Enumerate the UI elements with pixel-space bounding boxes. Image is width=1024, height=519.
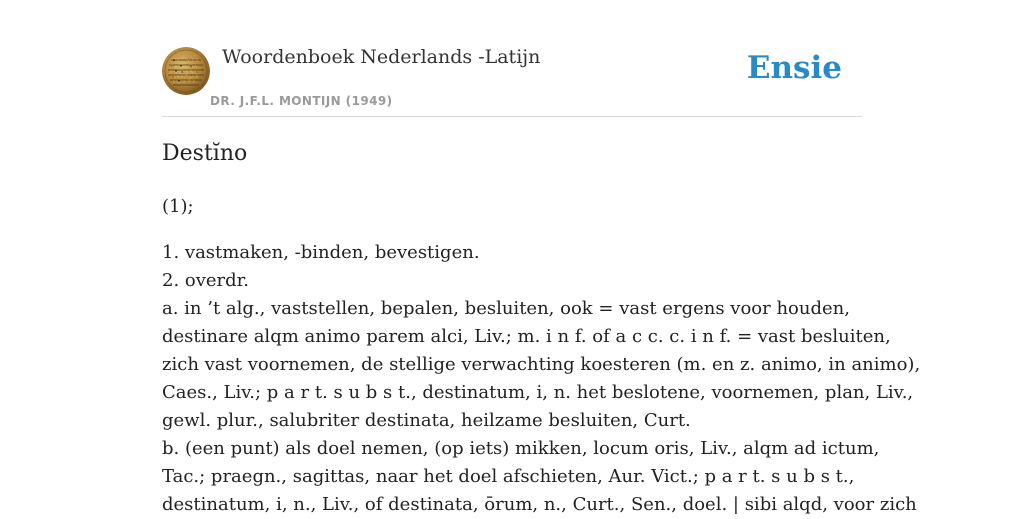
definition-line: gewl. plur., salubriter destinata, heilzame besluiten, Curt. xyxy=(162,410,691,431)
definition-line: a. in ’t alg., vaststellen, bepalen, besluiten, ook = vast ergens voor houden, xyxy=(162,298,850,319)
latin-inscription-seal-icon[interactable] xyxy=(162,47,210,95)
dictionary-author: DR. J.F.L. MONTIJN (1949) xyxy=(210,94,393,108)
definition-line: Caes., Liv.; p a r t. s u b s t., destinatum, i, n. het beslotene, voornemen, plan, Liv., xyxy=(162,382,914,403)
entry-definition xyxy=(162,239,921,519)
definition-line: destinatum, i, n., Liv., of destinata, ōrum, n., Curt., Sen., doel. | sibi alqd, voor zich xyxy=(162,494,917,515)
definition-line: destinare alqm animo parem alci, Liv.; m. i n f. of a c c. c. i n f. = vast besluiten, xyxy=(162,326,891,347)
ensie-logo-link[interactable]: Ensie xyxy=(746,50,842,86)
definition-line: Tac.; praegn., sagittas, naar het doel afschieten, Aur. Vict.; p a r t. s u b s t., xyxy=(162,466,855,487)
definition-line: 2. overdr. xyxy=(162,270,250,291)
definition-line: 1. vastmaken, -binden, bevestigen. xyxy=(162,242,480,263)
entry-headword: Destĭno xyxy=(162,141,248,166)
definition-line: zich vast voornemen, de stellige verwachting koesteren (m. en z. animo, in animo), xyxy=(162,354,921,375)
page-header xyxy=(162,0,862,117)
entry-intro: (1); xyxy=(162,196,194,217)
definition-line: b. (een punt) als doel nemen, (op iets) mikken, locum oris, Liv., alqm ad ictum, xyxy=(162,438,880,459)
dictionary-title[interactable]: Woordenboek Nederlands -Latijn xyxy=(222,46,541,68)
dictionary-page xyxy=(162,0,921,515)
